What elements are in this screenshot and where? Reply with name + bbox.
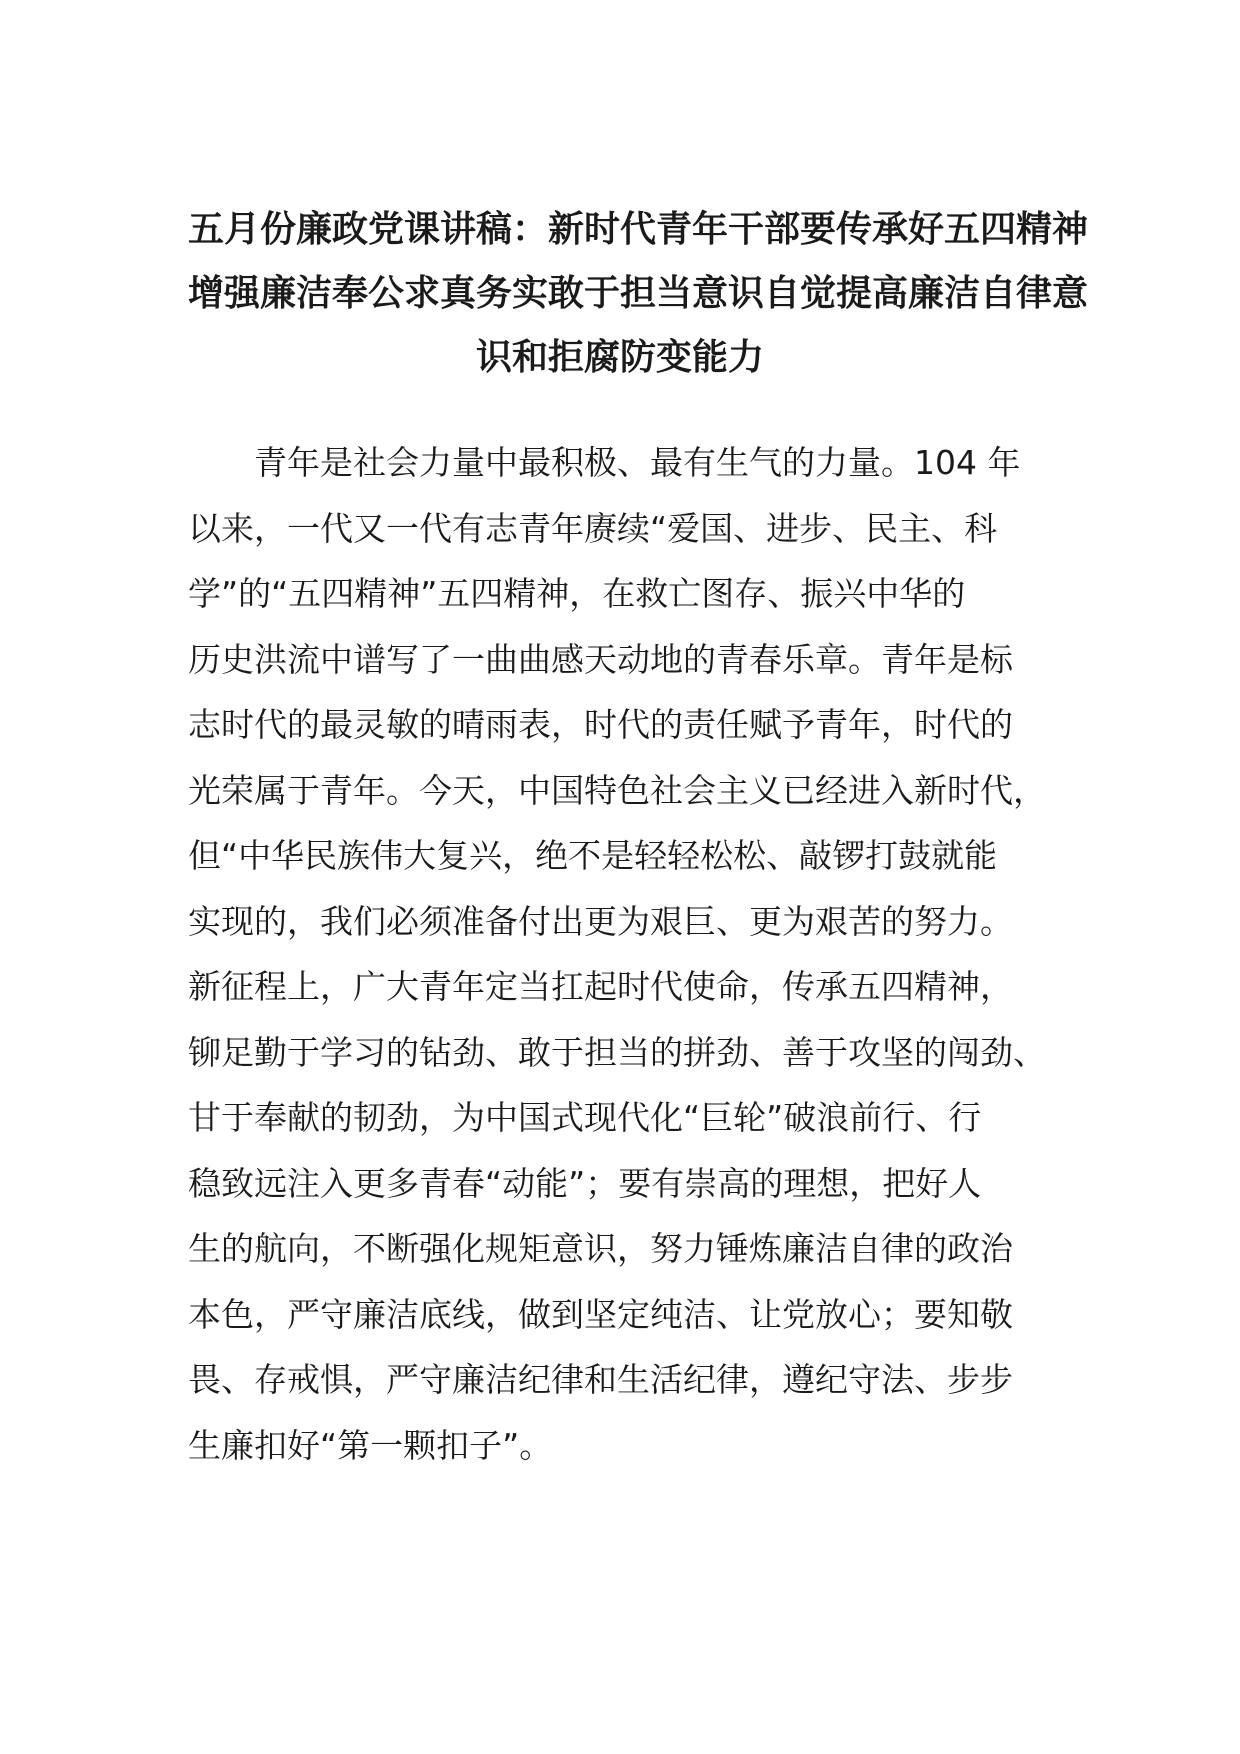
body-line: 新征程上，广大青年定当扛起时代使命，传承五四精神， [188,967,1013,1006]
body-line: 青年是社会力量中最积极、最有生气的力量。104 年 [254,443,1021,482]
body-line: 历史洪流中谱写了一曲曲感天动地的青春乐章。青年是标 [188,639,1013,679]
title-line: 增强廉洁奉公求真务实敢于担当意识自觉提高廉洁自律意 [188,273,1089,314]
body-line: 光荣属于青年。今天，中国特色社会主义已经进入新时代， [188,770,1046,810]
body-line: 生廉扣好“第一颗扣子”。 [188,1425,553,1465]
body-line: 铆足勤于学习的钻劲、敢于担当的拼劲、善于攻坚的闯劲、 [188,1032,1046,1072]
body-line: 甘于奉献的韧劲，为中国式现代化“巨轮”破浪前行、行 [188,1098,982,1137]
title-line: 识和拒腐防变能力 [475,337,764,378]
title-line: 五月份廉政党课讲稿：新时代青年干部要传承好五四精神 [188,209,1089,250]
body-line: 实现的，我们必须准备付出更为艰巨、更为艰苦的努力。 [188,901,1013,941]
document-title [188,198,1089,390]
document-body-paragraph [188,430,1068,1478]
body-line: 学”的“五四精神”五四精神，在救亡图存、振兴中华的 [188,574,966,613]
body-line: 但“中华民族伟大复兴，绝不是轻轻松松、敲锣打鼓就能 [188,836,998,875]
body-line: 志时代的最灵敏的晴雨表，时代的责任赋予青年，时代的 [188,705,1013,744]
body-line: 畏、存戒惧，严守廉洁纪律和生活纪律，遵纪守法、步步 [188,1360,1013,1399]
body-line: 以来，一代又一代有志青年赓续“爱国、进步、民主、科 [188,508,998,548]
body-line: 生的航向，不断强化规矩意识，努力锤炼廉洁自律的政治 [188,1229,1013,1268]
body-line: 本色，严守廉洁底线，做到坚定纯洁、让党放心；要知敬 [188,1294,1013,1334]
body-line: 稳致远注入更多青春“动能”；要有崇高的理想，把好人 [188,1163,982,1203]
